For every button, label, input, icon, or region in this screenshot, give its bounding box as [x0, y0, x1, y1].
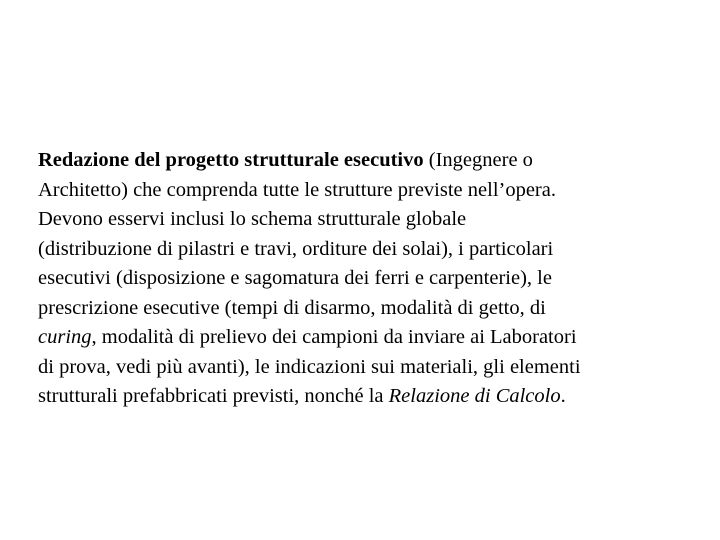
text-run: esecutivi (disposizione e sagomatura dei ferri e carpenterie), le — [38, 267, 552, 289]
text-run: di prova, vedi più avanti), le indicazioni sui materiali, gli elementi — [38, 355, 581, 378]
paragraph-line-4 — [38, 235, 683, 265]
text-run: strutturali prefabbricati previsti, nonché la — [38, 385, 389, 407]
paragraph-line-3 — [38, 205, 683, 235]
text-run: (Ingegnere o — [423, 149, 533, 171]
paragraph-line-9 — [38, 382, 683, 412]
italic-term: curing — [38, 326, 92, 348]
bold-heading-text: Redazione del progetto strutturale esecutivo — [38, 149, 424, 171]
text-run: Devono esservi inclusi lo schema strutturale globale — [38, 208, 467, 230]
text-run: , modalità di prelievo dei campioni da inviare ai Laboratori — [91, 326, 577, 348]
text-run: (distribuzione di pilastri e travi, orditure dei solai), i particolari — [38, 237, 554, 260]
italic-term: Relazione di Calcolo — [388, 385, 561, 407]
text-run: prescrizione esecutive (tempi di disarmo, modalità di getto, di — [38, 296, 546, 319]
paragraph-line-8 — [38, 353, 683, 383]
paragraph-line-2 — [38, 176, 683, 206]
text-run: . — [560, 385, 566, 407]
paragraph-line-6 — [38, 294, 683, 324]
paragraph-line-5 — [38, 264, 683, 294]
body-paragraph — [38, 146, 683, 412]
paragraph-line-7 — [38, 323, 683, 353]
text-run: Architetto) che comprenda tutte le strutture previste nell’opera. — [38, 178, 556, 201]
paragraph-line-1 — [38, 146, 683, 176]
